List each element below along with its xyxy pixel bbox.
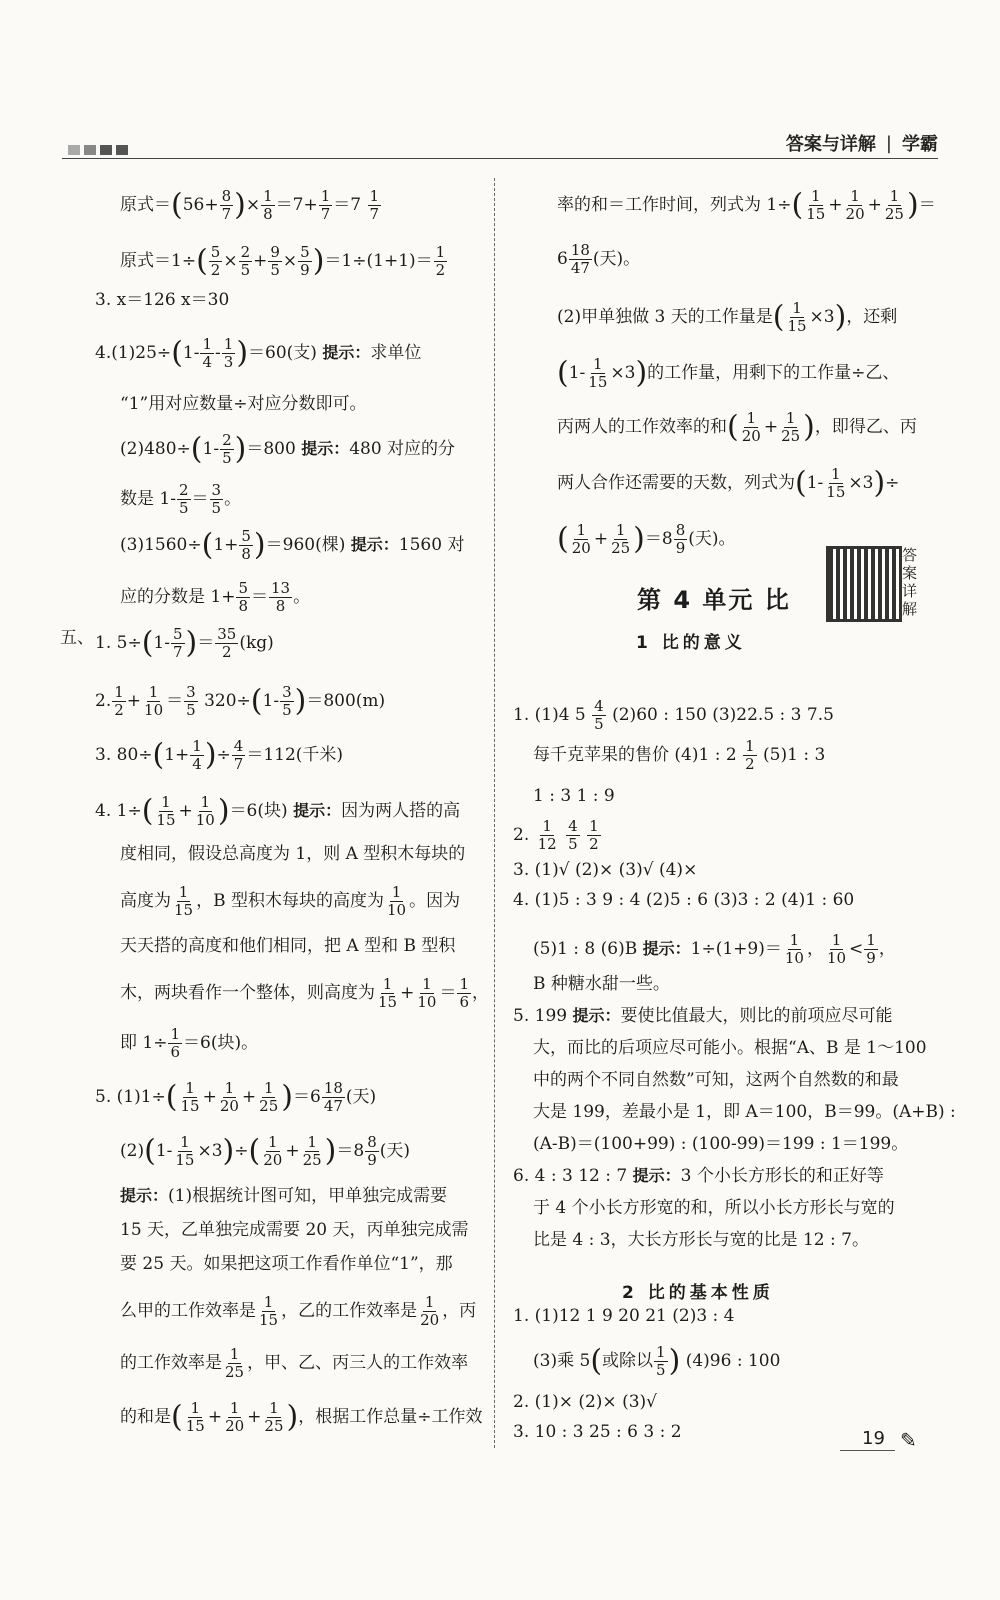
answer-line: 6 $\frac{18}{47}$ (天)。	[557, 241, 641, 277]
answer-line: 5. 199 提示：要使比值最大，则比的前项应尽可能	[513, 1006, 893, 1026]
answer-line: 3. 10 : 3 25 : 6 3 : 2	[513, 1422, 682, 1442]
answer-line: 2. (1)× (2)× (3)√	[513, 1392, 657, 1412]
page-header	[786, 130, 938, 156]
answer-line: 大是 199，差最小是 1，即 A＝100，B＝99。(A+B) :	[533, 1102, 956, 1122]
answer-line: 3. x＝126 x＝30	[95, 290, 230, 310]
answer-line: 5. (1)1÷( $\frac{1}{15}$ + $\frac{1}{20}$ + $\frac{1}{25}$ )＝6 $\frac{18}{47}$ (天)	[95, 1079, 377, 1115]
answer-line: 么甲的工作效率是 $\frac{1}{15}$ ，乙的工作效率是 $\frac{1}{20}$ ，丙	[120, 1293, 477, 1329]
answer-line: 的工作效率是 $\frac{1}{25}$ ，甲、乙、丙三人的工作效率	[120, 1345, 469, 1381]
header-decoration	[68, 145, 128, 155]
answer-line: 15 天，乙单独完成需要 20 天，丙单独完成需	[120, 1220, 469, 1240]
answer-line: 1 : 3 1 : 9	[533, 786, 615, 806]
answer-line: 3. 80÷(1+ $\frac{1}{4}$ )÷ $\frac{4}{7}$ ＝112(千米)	[95, 737, 344, 773]
answer-line: 1. (1)4 5 $\frac{4}{5}$ (2)60 : 150 (3)22.5 : 3 7.5	[513, 697, 834, 733]
answer-line: (2)(1- $\frac{1}{15}$ ×3)÷( $\frac{1}{20}$ + $\frac{1}{25}$ )＝8 $\frac{8}{9}$ (天)	[120, 1133, 411, 1169]
section-title: 1 比的意义	[636, 633, 746, 653]
column-divider	[494, 178, 495, 1448]
answer-line: B 种糖水甜一些。	[533, 974, 670, 994]
answer-line: 丙两人的工作效率的和( $\frac{1}{20}$ + $\frac{1}{25}$ )，即得乙、丙	[557, 409, 917, 445]
header-title: 答案与详解	[785, 134, 876, 155]
answer-line: 原式＝1÷( $\frac{5}{2}$ × $\frac{2}{5}$ + $\frac{9}{5}$ × $\frac{5}{9}$ )＝1÷(1+1)＝ $\frac{1}{2}$	[120, 243, 446, 279]
answer-line: 度相同，假设总高度为 1，则 A 型积木每块的	[120, 844, 466, 864]
header-rule	[62, 158, 938, 159]
answer-line: (2)甲单独做 3 天的工作量是( $\frac{1}{15}$ ×3)，还剩	[557, 299, 898, 335]
answer-line: 2. $\frac{1}{2}$ + $\frac{1}{10}$ ＝ $\frac{3}{5}$ 320÷(1- $\frac{3}{5}$ )＝800(m)	[95, 683, 386, 719]
answer-line: 中的两个不同自然数”可知，这两个自然数的和最	[533, 1070, 899, 1090]
answer-line: (A-B)＝(100+99) : (100-99)＝199 : 1＝199。	[533, 1134, 909, 1154]
answer-line: 每千克苹果的售价 (4)1 : 2 $\frac{1}{2}$ (5)1 : 3	[533, 737, 826, 773]
answer-line: 率的和＝工作时间，列式为 1÷( $\frac{1}{15}$ + $\frac{1}{20}$ + $\frac{1}{25}$ )＝	[557, 187, 936, 223]
section-number: 五、	[60, 628, 94, 648]
answer-line: (5)1 : 8 (6)B 提示：1÷(1+9)＝ $\frac{1}{10}$ ， $\frac{1}{10}$ < $\frac{1}{9}$ ，	[533, 931, 896, 967]
answer-line: (3)乘 5(或除以 $\frac{1}{5}$ ) (4)96 : 100	[533, 1343, 781, 1379]
unit-title: 第 4 单元 比	[637, 586, 791, 614]
answer-line: 大，而比的后项应尽可能小。根据“A、B 是 1～100	[533, 1038, 927, 1058]
answer-line: “1”用对应数量÷对应分数即可。	[120, 394, 367, 414]
answer-line: 提示：(1)根据统计图可知，甲单独完成需要	[120, 1186, 448, 1206]
answer-line: (2)480÷(1- $\frac{2}{5}$ )＝800 提示：480 对应的分	[120, 431, 456, 467]
answer-line: 即 1÷ $\frac{1}{6}$ ＝6(块)。	[120, 1025, 259, 1061]
answer-line: 6. 4 : 3 12 : 7 提示：3 个小长方形长的和正好等	[513, 1166, 884, 1186]
section-title: 2 比的基本性质	[622, 1283, 774, 1303]
answer-line: ( $\frac{1}{20}$ + $\frac{1}{25}$ )＝8 $\frac{8}{9}$ (天)。	[557, 521, 736, 557]
page-number: 19	[862, 1428, 885, 1449]
answer-line: 3. (1)√ (2)× (3)√ (4)×	[513, 860, 698, 880]
answer-line: 原式＝(56+ $\frac{8}{7}$ )× $\frac{1}{8}$ ＝7+ $\frac{1}{7}$ ＝7 $\frac{1}{7}$	[120, 187, 380, 223]
header-separator: |	[885, 132, 892, 154]
pencil-icon: ✎	[900, 1428, 917, 1452]
answer-line: 1. (1)12 1 9 20 21 (2)3 : 4	[513, 1306, 735, 1326]
answer-line: (3)1560÷(1+ $\frac{5}{8}$ )＝960(棵) 提示：1560 对	[120, 527, 465, 563]
answer-line: 应的分数是 1+ $\frac{5}{8}$ ＝ $\frac{13}{8}$ 。	[120, 579, 311, 615]
answer-line: 两人合作还需要的天数，列式为(1- $\frac{1}{15}$ ×3)÷	[557, 465, 900, 501]
answer-line: 2. $\frac{1}{12}$ $\frac{4}{5}$ $\frac{1}{2}$	[513, 817, 599, 853]
answer-line: 4. 1÷( $\frac{1}{15}$ + $\frac{1}{10}$ )＝6(块) 提示：因为两人搭的高	[95, 793, 461, 829]
answer-line: 于 4 个小长方形宽的和，所以小长方形长与宽的	[533, 1198, 895, 1218]
answer-line: 1. 5÷(1- $\frac{5}{7}$ )＝ $\frac{35}{2}$ (kg)	[95, 625, 274, 661]
answer-line: 4. (1)5 : 3 9 : 4 (2)5 : 6 (3)3 : 2 (4)1 : 60	[513, 890, 855, 910]
qr-code[interactable]	[826, 546, 902, 622]
page-number-rule	[840, 1450, 895, 1451]
answer-line: 的和是( $\frac{1}{15}$ + $\frac{1}{20}$ + $\frac{1}{25}$ )，根据工作总量÷工作效	[120, 1399, 483, 1435]
answer-line: 高度为 $\frac{1}{15}$ ，B 型积木每块的高度为 $\frac{1}{10}$ 。因为	[120, 883, 461, 919]
answer-line: 要 25 天。如果把这项工作看作单位“1”，那	[120, 1254, 453, 1274]
answer-line: 木，两块看作一个整体，则高度为 $\frac{1}{15}$ + $\frac{1}{10}$ ＝ $\frac{1}{6}$ ，	[120, 975, 489, 1011]
answer-line: 天天搭的高度和他们相同，把 A 型和 B 型积	[120, 936, 456, 956]
brand-logo: 学霸	[902, 134, 938, 155]
answer-line: 数是 1- $\frac{2}{5}$ ＝ $\frac{3}{5}$ 。	[120, 481, 242, 517]
answer-line: 比是 4 : 3，大长方形长与宽的比是 12 : 7。	[533, 1230, 869, 1250]
answer-line: 4.(1)25÷(1- $\frac{1}{4}$ - $\frac{1}{3}$ )＝60(支) 提示：求单位	[95, 335, 422, 371]
qr-label: 答案详解	[902, 546, 918, 618]
answer-line: (1- $\frac{1}{15}$ ×3)的工作量，用剩下的工作量÷乙、	[557, 355, 900, 391]
